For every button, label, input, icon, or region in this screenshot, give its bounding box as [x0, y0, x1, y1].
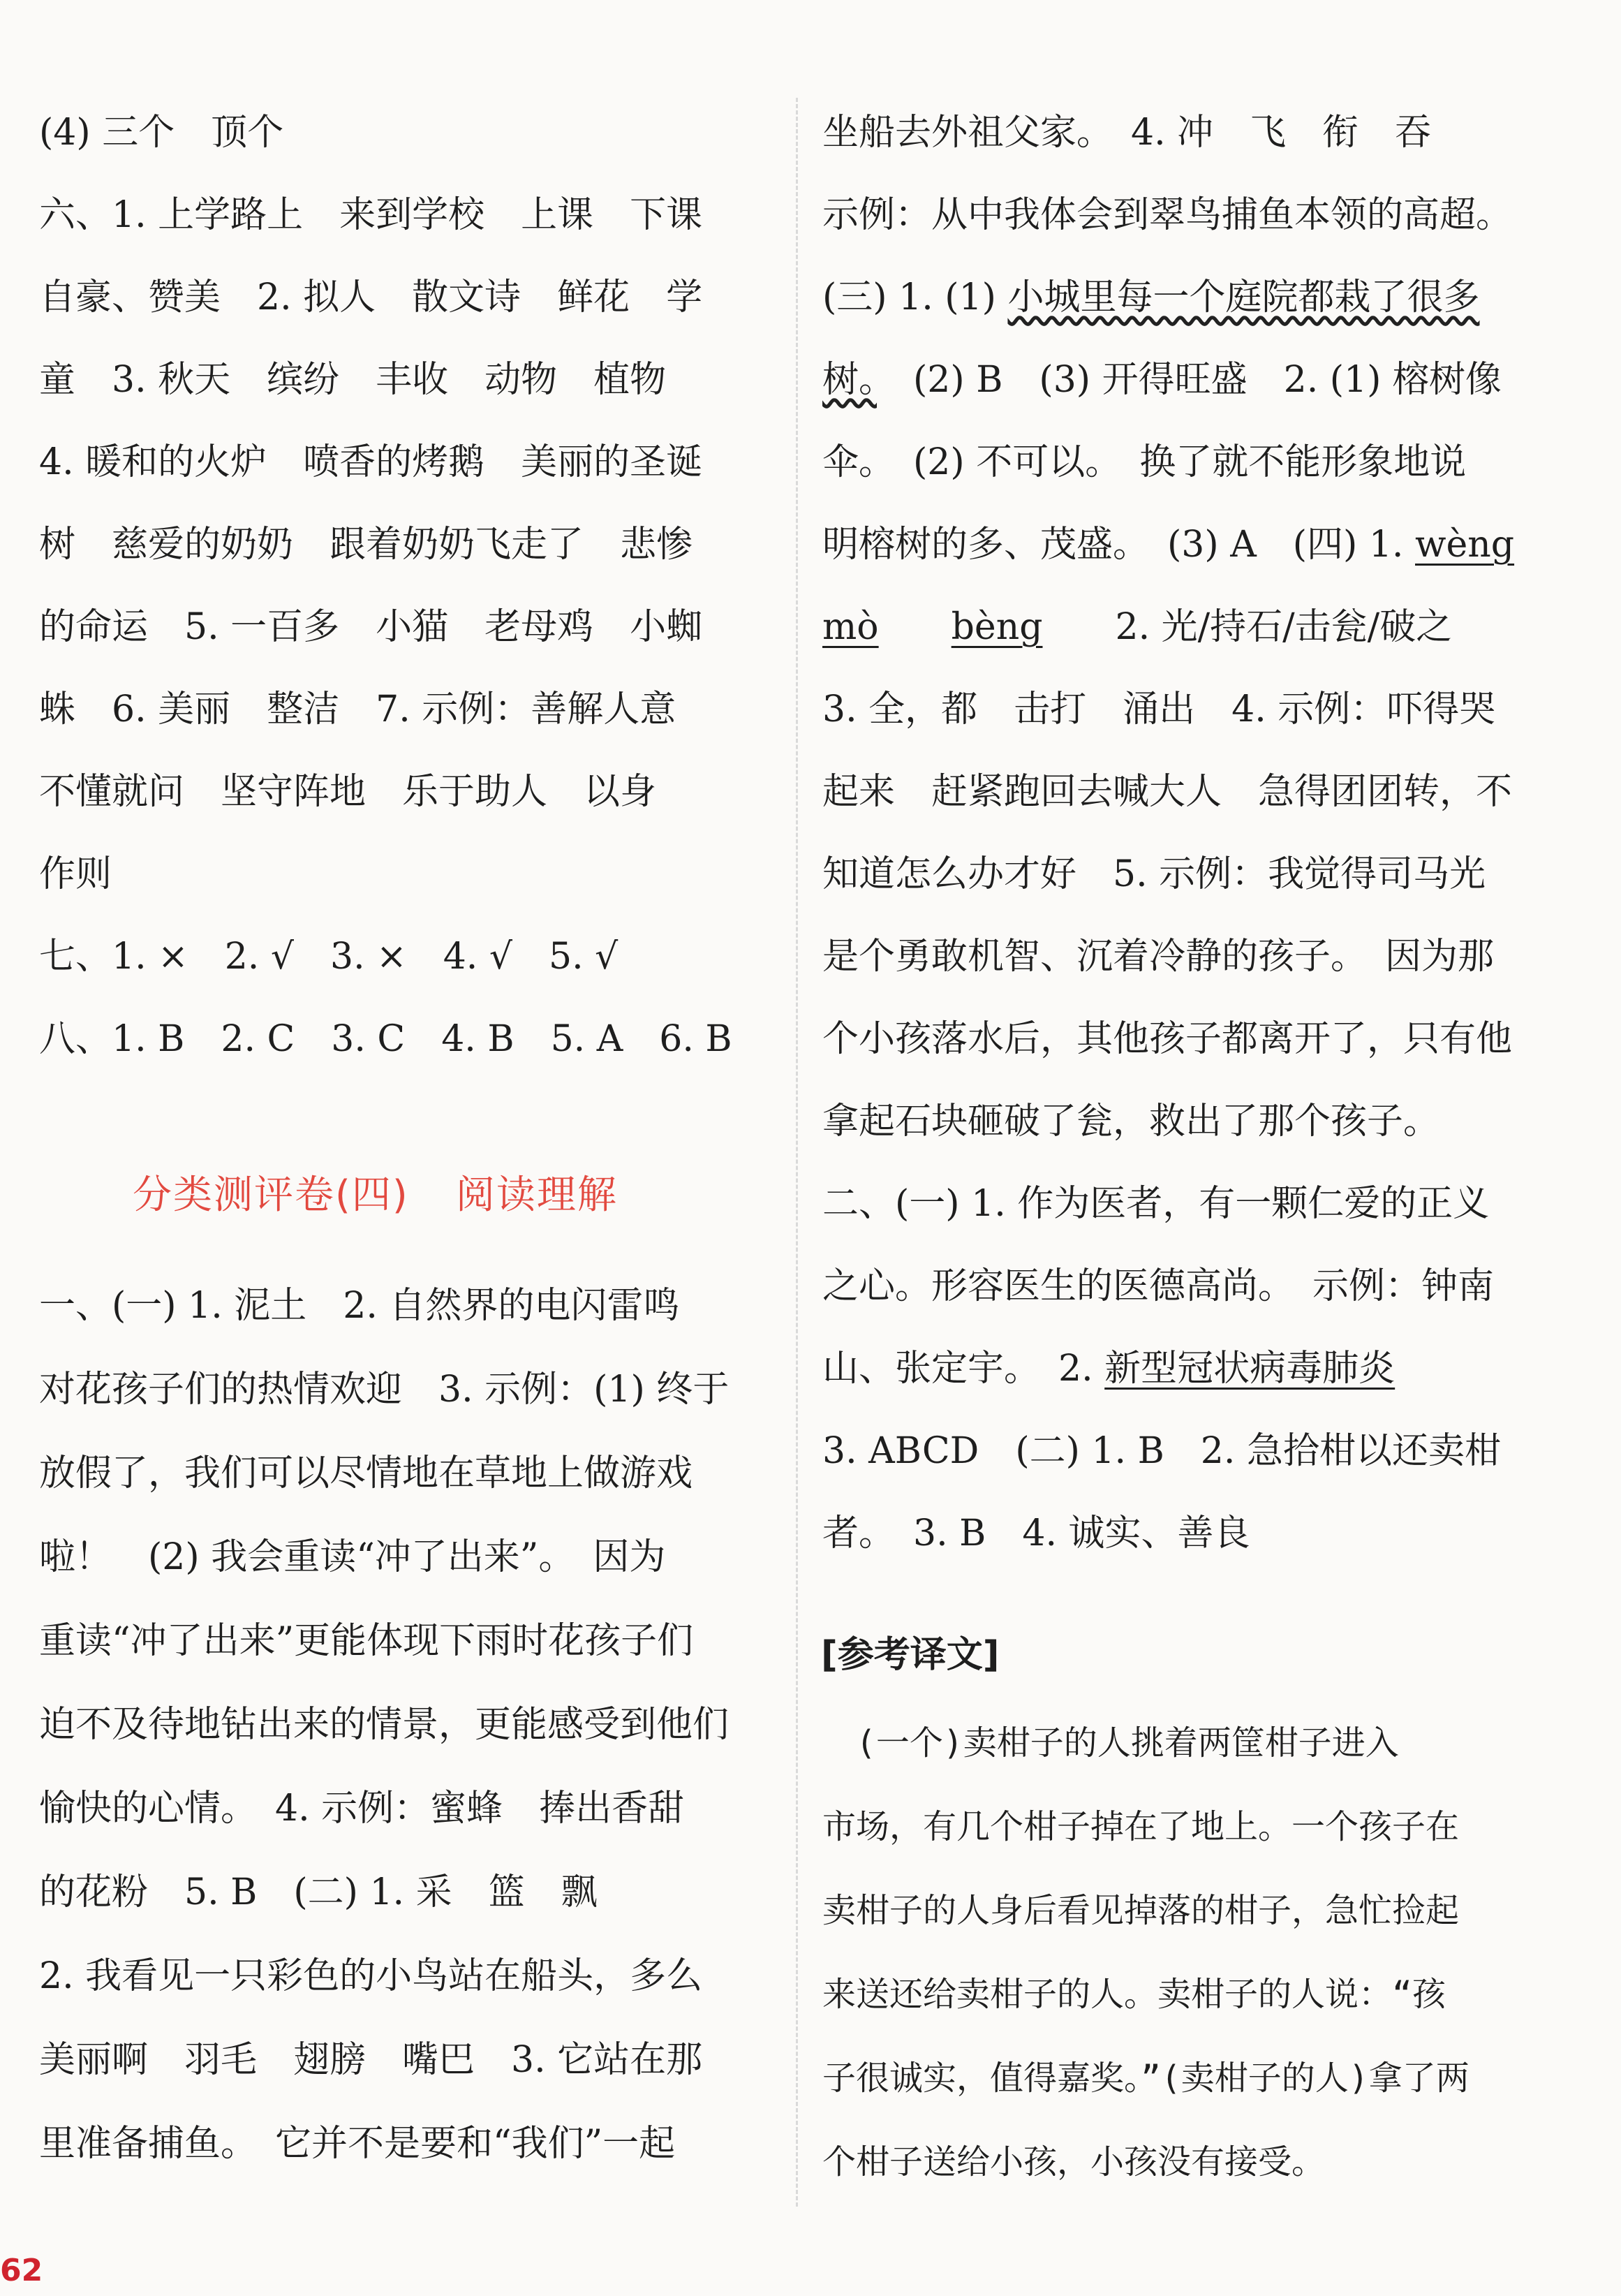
- answer-line: (4) 三个 顶个: [39, 112, 284, 154]
- answer-line: [822, 1341, 1395, 1397]
- answer-line: 啦！ (2) 我会重读“冲了出来”。 因为: [39, 1536, 666, 1578]
- answer-line: 坐船去外祖父家。 4. 冲 飞 衔 吞: [822, 112, 1432, 154]
- answer-text: 2. 光/持石/击瓮/破之: [1115, 606, 1453, 648]
- answer-line: 伞。 (2) 不可以。 换了就不能形象地说: [822, 441, 1467, 483]
- answer-line: 蛛 6. 美丽 整洁 7. 示例：善解人意: [39, 689, 676, 730]
- reference-translation-label: [参考译文]: [821, 1634, 1000, 1676]
- answer-line: 美丽啊 羽毛 翅膀 嘴巴 3. 它站在那: [39, 2039, 703, 2081]
- answer-line: 童 3. 秋天 缤纷 丰收 动物 植物: [39, 359, 667, 401]
- answer-line: 不懂就问 坚守阵地 乐于助人 以身: [39, 771, 657, 813]
- answer-line: 之心。形容医生的医德高尚。 示例：钟南: [822, 1265, 1495, 1307]
- translation-line: 市场，有几个柑子掉在了地上。一个孩子在: [822, 1807, 1460, 1846]
- answer-text: (三) 1. (1): [822, 277, 1008, 318]
- answer-line: [822, 599, 1452, 655]
- answer-line: 二、(一) 1. 作为医者，有一颗仁爱的正义: [822, 1183, 1490, 1225]
- answer-line: 起来 赶紧跑回去喊大人 急得团团转，不: [822, 771, 1513, 813]
- answer-line: 3. ABCD (二) 1. B 2. 急拾柑以还卖柑: [822, 1430, 1501, 1472]
- answer-text: 山、张定宇。 2.: [822, 1348, 1105, 1390]
- answer-line: 3. 全，都 击打 涌出 4. 示例：吓得哭: [822, 689, 1496, 730]
- translation-line: 子很诚实，值得嘉奖。”(卖柑子的人)拿了两: [822, 2059, 1470, 2098]
- answer-line: 对花孩子们的热情欢迎 3. 示例：(1) 终于: [39, 1369, 730, 1411]
- translation-line: 卖柑子的人身后看见掉落的柑子，急忙捡起: [822, 1891, 1460, 1930]
- column-divider: [796, 98, 798, 2207]
- answer-line: 2. 我看见一只彩色的小鸟站在船头，多么: [39, 1955, 703, 1997]
- answer-line: 愉快的心情。 4. 示例：蜜蜂 捧出香甜: [39, 1788, 685, 1830]
- heading-title: 分类测评卷(四): [133, 1172, 409, 1218]
- heading-subtitle: 阅读理解: [455, 1172, 618, 1218]
- answer-line: 示例：从中我体会到翠鸟捕鱼本领的高超。: [822, 194, 1513, 236]
- wavy-underlined-answer: 小城里每一个庭院都栽了很多: [1007, 277, 1480, 318]
- answer-line: 的命运 5. 一百多 小猫 老母鸡 小蜘: [39, 606, 703, 648]
- answer-line: 自豪、赞美 2. 拟人 散文诗 鲜花 学: [39, 277, 703, 318]
- answer-line: 的花粉 5. B (二) 1. 采 篮 飘: [39, 1871, 598, 1913]
- answer-line: 六、1. 上学路上 来到学校 上课 下课: [39, 194, 703, 236]
- answer-line: 放假了，我们可以尽情地在草地上做游戏: [39, 1452, 693, 1494]
- pinyin-answer: bèng: [951, 606, 1043, 648]
- underlined-answer: 新型冠状病毒肺炎: [1104, 1348, 1396, 1390]
- answer-line: 树 慈爱的奶奶 跟着奶奶飞走了 悲惨: [39, 524, 693, 566]
- page-number: 62: [0, 2253, 43, 2288]
- translation-line: 来送还给卖柑子的人。卖柑子的人说：“孩: [822, 1975, 1446, 2014]
- section-heading: [133, 1168, 618, 1223]
- answer-line: 迫不及待地钻出来的情景，更能感受到他们: [39, 1704, 730, 1746]
- answer-line: 拿起石块砸破了瓮，救出了那个孩子。: [822, 1101, 1440, 1142]
- pinyin-answer: mò: [822, 606, 879, 648]
- answer-line: 一、(一) 1. 泥土 2. 自然界的电闪雷鸣: [39, 1285, 680, 1327]
- answer-line: 4. 暖和的火炉 喷香的烤鹅 美丽的圣诞: [39, 441, 703, 483]
- answer-line: 重读“冲了出来”更能体现下雨时花孩子们: [39, 1620, 694, 1662]
- answer-line: 者。 3. B 4. 诚实、善良: [822, 1513, 1250, 1554]
- answer-line: 八、1. B 2. C 3. C 4. B 5. A 6. B: [39, 1018, 732, 1060]
- pinyin-answer: wèng: [1415, 524, 1515, 566]
- answer-line: 作则: [39, 853, 112, 895]
- answer-line: [822, 270, 1479, 325]
- translation-line: (一个)卖柑子的人挑着两筐柑子进入: [822, 1723, 1399, 1763]
- answer-line: [822, 517, 1514, 573]
- answer-line: 知道怎么办才好 5. 示例：我觉得司马光: [822, 853, 1486, 895]
- answer-line: 个小孩落水后，其他孩子都离开了，只有他: [822, 1018, 1513, 1060]
- translation-line: 个柑子送给小孩，小孩没有接受。: [822, 2142, 1326, 2181]
- answer-text: 明榕树的多、茂盛。 (3) A (四) 1.: [822, 524, 1415, 566]
- wavy-underlined-answer: 树。: [822, 359, 878, 401]
- answer-line: 是个勇敢机智、沉着冷静的孩子。 因为那: [822, 936, 1495, 978]
- answer-line: 里准备捕鱼。 它并不是要和“我们”一起: [39, 2123, 676, 2165]
- answer-line: 七、1. × 2. √ 3. × 4. √ 5. √: [39, 936, 619, 978]
- answer-text: (2) B (3) 开得旺盛 2. (1) 榕树像: [877, 359, 1502, 401]
- answer-line: [822, 352, 1502, 408]
